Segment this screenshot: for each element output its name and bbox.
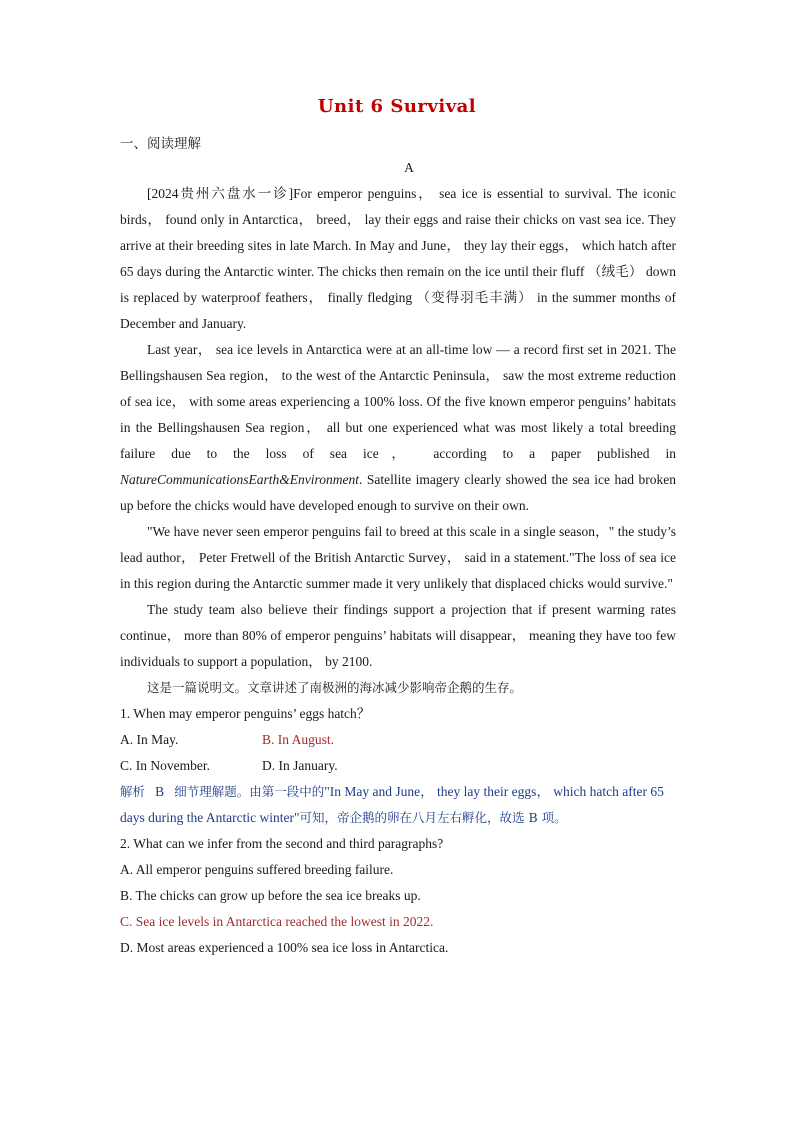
q2-option-a: A. All emperor penguins suffered breeding failure. xyxy=(120,862,394,877)
analysis-text-2: 可知，帝企鹅的卵在八月左右孵化，故选 B 项。 xyxy=(299,810,567,825)
section-label: 一、阅读理解 xyxy=(120,136,201,151)
analysis-quote: "In May and June， they lay their eggs， which hatch after 65 days during the Antarctic winter" xyxy=(120,784,664,825)
paragraph-2 xyxy=(120,337,676,519)
page-title: Unit 6 Survival xyxy=(317,96,477,117)
analysis-label: 解析 xyxy=(120,784,146,799)
question-1-options-row-2 xyxy=(120,753,676,779)
paragraph-1: [2024贵州六盘水一诊]For emperor penguins， sea ice is essential to survival. The iconic birds， found only in Antarctica， breed， lay their eggs and raise their chicks on vast sea ice. They arrive at their breeding sites in late March. In May and June， they lay their eggs， which hatch after 65 days during the Antarctic winter. The chicks then remain on the ice until their fluff （绒毛） down is replaced by waterproof feathers， finally fledging （变得羽毛丰满） in the summer months of December and January. xyxy=(120,186,676,331)
question-2: 2. What can we infer from the second and third paragraphs? xyxy=(120,836,444,851)
passage-summary: 这是一篇说明文。文章讲述了南极洲的海冰减少影响帝企鹅的生存。 xyxy=(147,680,523,695)
q1-option-c: C. In November. xyxy=(120,758,210,773)
q1-option-a: A. In May. xyxy=(120,732,179,747)
paragraph-2-text-a: Last year， sea ice levels in Antarctica were at an all-time low — a record first set in 2021. The Bellingshausen Sea region， to the west of the Antarctic Peninsula， saw the most extreme reduction of sea ice， with some areas experiencing a 100% loss. Of the five known emperor penguins’ habitats in the Bellingshausen Sea region， all but one experienced what was most likely a total breeding failure due to the loss of sea ice， according to a paper published in xyxy=(120,342,676,461)
question-1-options-row-1 xyxy=(120,727,676,753)
q2-option-d: D. Most areas experienced a 100% sea ice loss in Antarctica. xyxy=(120,940,449,955)
paragraph-2-text-b: . Satellite imagery clearly showed the sea ice had broken up before the chicks would have developed enough to survive on their own. xyxy=(120,472,676,513)
q1-analysis xyxy=(120,779,676,831)
analysis-answer: B xyxy=(155,784,165,799)
paragraph-4: The study team also believe their findings support a projection that if present warming rates continue， more than 80% of emperor penguins’ habitats will disappear， meaning they have too few individuals to support a population， by 2100. xyxy=(120,602,676,669)
passage-letter: A xyxy=(404,160,414,175)
q2-option-b: B. The chicks can grow up before the sea ice breaks up. xyxy=(120,888,421,903)
paragraph-3: "We have never seen emperor penguins fail to breed at this scale in a single season，" the study’s lead author， Peter Fretwell of the British Antarctic Survey， said in a statement."The loss of sea ice in this region during the Antarctic summer made it very unlikely that displaced chicks would survive." xyxy=(120,524,676,591)
journal-name: NatureCommunicationsEarth&Environment xyxy=(120,472,359,487)
analysis-text-1: 细节理解题。由第一段中的 xyxy=(174,784,325,799)
q1-option-b: B. In August. xyxy=(262,732,335,747)
q1-option-d: D. In January. xyxy=(262,758,338,773)
question-1: 1. When may emperor penguins’ eggs hatch？ xyxy=(120,706,371,721)
q2-option-c: C. Sea ice levels in Antarctica reached the lowest in 2022. xyxy=(120,914,434,929)
passage-body xyxy=(120,181,676,961)
